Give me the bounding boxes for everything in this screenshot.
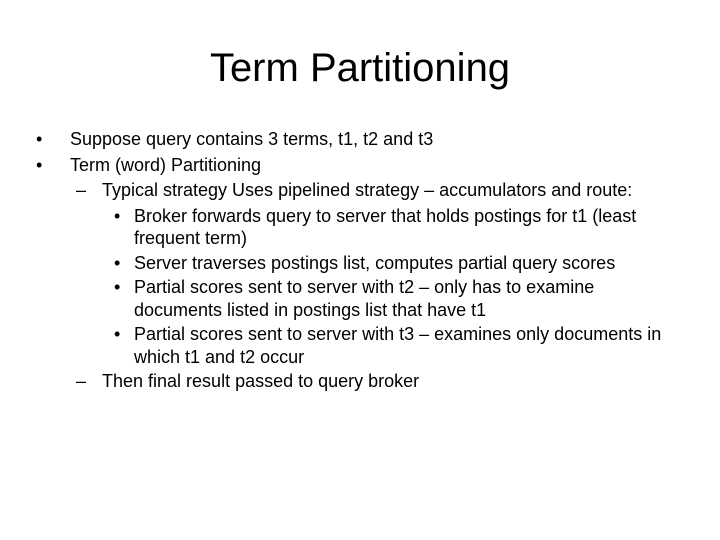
bullet-marker: •	[114, 205, 121, 226]
bullet-text: Suppose query contains 3 terms, t1, t2 and t3	[70, 129, 434, 149]
bullet-item	[0, 154, 720, 177]
sub-sub-bullet-item	[0, 205, 720, 250]
slide-body	[0, 128, 720, 396]
sub-bullet-text: Then final result passed to query broker	[102, 371, 420, 391]
sub-sub-bullet-text: Server traverses postings list, computes partial query scores	[134, 252, 616, 273]
bullet-marker: •	[36, 129, 43, 149]
sub-sub-bullet-item	[0, 276, 720, 321]
sub-sub-bullet-item	[0, 252, 720, 275]
dash-marker: –	[76, 180, 87, 200]
sub-bullet-item	[0, 179, 720, 202]
sub-bullet-item	[0, 370, 720, 393]
bullet-item	[0, 128, 720, 151]
sub-sub-bullet-text: Partial scores sent to server with t3 – examines only documents in which t1 and t2 occur	[134, 324, 662, 367]
sub-sub-bullet-text: Partial scores sent to server with t2 – only has to examine documents listed in postings list that have t1	[134, 277, 595, 320]
bullet-marker: •	[114, 277, 121, 297]
bullet-marker: •	[114, 252, 121, 273]
bullet-marker: •	[36, 154, 43, 175]
sub-sub-bullet-item	[0, 323, 720, 368]
sub-bullet-text: Typical strategy Uses pipelined strategy – accumulators and route:	[102, 180, 633, 200]
dash-marker: –	[76, 371, 87, 391]
bullet-text: Term (word) Partitioning	[70, 154, 262, 175]
slide-title: Term Partitioning	[209, 46, 511, 90]
bullet-marker: •	[114, 324, 121, 344]
sub-sub-bullet-text: Broker forwards query to server that holds postings for t1 (least frequent term)	[134, 205, 637, 248]
